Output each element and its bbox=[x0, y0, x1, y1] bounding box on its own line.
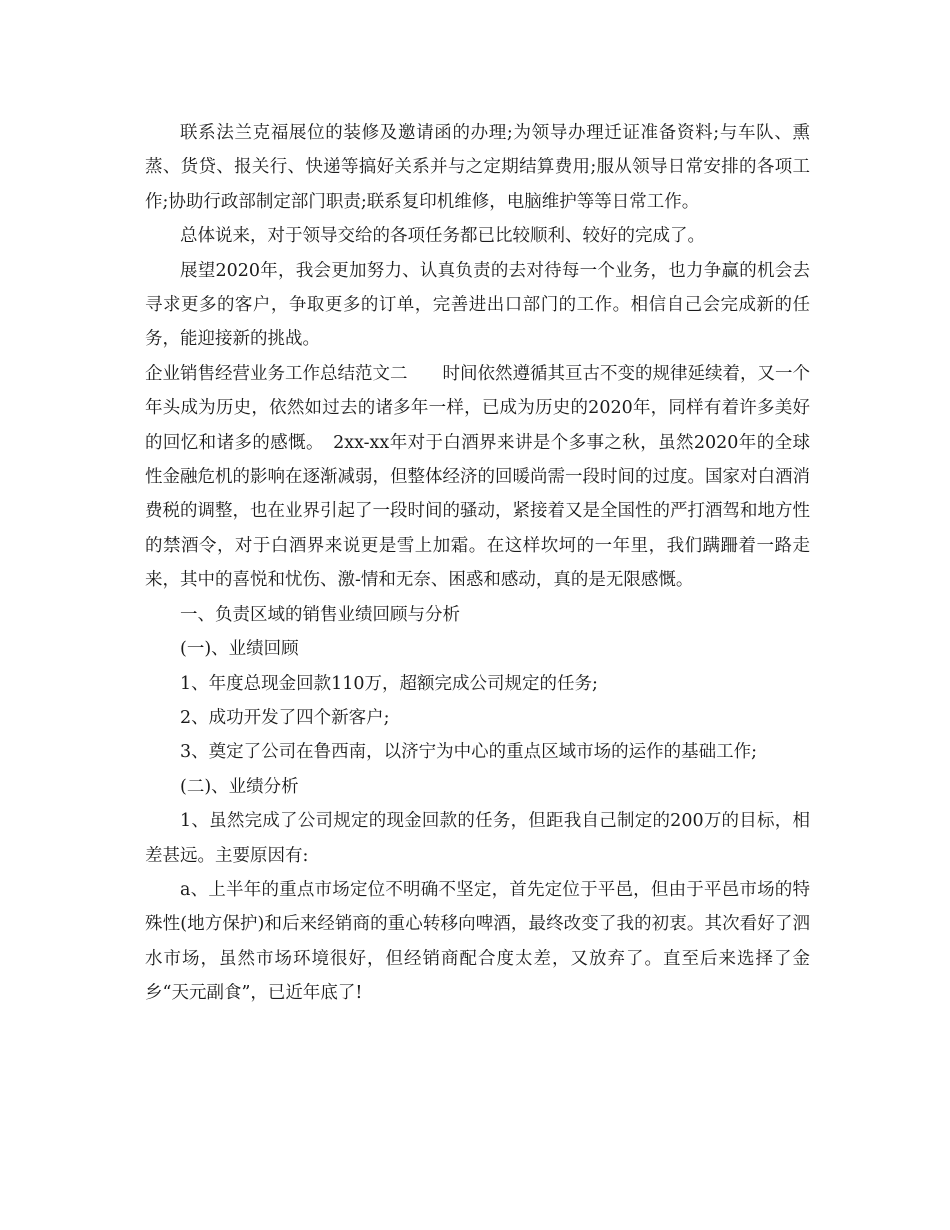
heading-sales-review: 一、负责区域的销售业绩回顾与分析 bbox=[180, 604, 460, 625]
paragraph: 总体说来，对于领导交给的各项任务都已比较顺利、较好的完成了。 bbox=[180, 226, 705, 247]
list-item: 1、年度总现金回款110万，超额完成公司规定的任务; bbox=[180, 673, 598, 694]
list-item: 2、成功开发了四个新客户; bbox=[180, 707, 390, 728]
subheading-performance-review: (一)、业绩回顾 bbox=[180, 639, 299, 660]
document-body bbox=[145, 116, 810, 1011]
list-item: 1、虽然完成了公司规定的现金回款的任务，但距我自己制定的200万的目标，相差甚远。主要原因有: bbox=[145, 811, 810, 866]
paragraph: a、上半年的重点市场定位不明确不坚定，首先定位于平邑，但由于平邑市场的特殊性(地方保护)和后来经销商的重心转移向啤酒，最终改变了我的初衷。其次看好了泗水市场，虽然市场环境很好，但经销商配合度太差，又放弃了。直至后来选择了金乡“天元副食”，已近年底了! bbox=[145, 879, 810, 1004]
paragraph: 联系法兰克福展位的装修及邀请函的办理;为领导办理迁证准备资料;与车队、熏蒸、货贷、报关行、快递等搞好关系并与之定期结算费用;服从领导日常安排的各项工作;协助行政部制定部门职责;联系复印机维修，电脑维护等等日常工作。 bbox=[145, 123, 810, 212]
section-title-paragraph: 企业销售经营业务工作总结范文二 时间依然遵循其亘古不变的规律延续着，又一个年头成为历史，依然如过去的诸多年一样，已成为历史的2020年，同样有着许多美好的回忆和诸多的感慨。 2xx-xx年对于白酒界来讲是个多事之秋，虽然2020年的全球性金融危机的影响在逐渐减弱，但整体经济的回暖尚需一段时间的过度。国家对白酒消费税的调整，也在业界引起了一段时间的骚动，紧接着又是全国性的严打酒驾和地方性的禁酒令，对于白酒界来说更是雪上加霜。在这样坎坷的一年里，我们蹒跚着一路走来，其中的喜悦和忧伤、激-情和无奈、困惑和感动，真的是无限感慨。 bbox=[145, 363, 810, 591]
paragraph: 展望2020年，我会更加努力、认真负责的去对待每一个业务，也力争赢的机会去寻求更多的客户，争取更多的订单，完善进出口部门的工作。相信自己会完成新的任务，能迎接新的挑战。 bbox=[145, 260, 810, 350]
list-item: 3、奠定了公司在鲁西南，以济宁为中心的重点区域市场的运作的基础工作; bbox=[180, 742, 758, 763]
subheading-performance-analysis: (二)、业绩分析 bbox=[180, 776, 299, 797]
